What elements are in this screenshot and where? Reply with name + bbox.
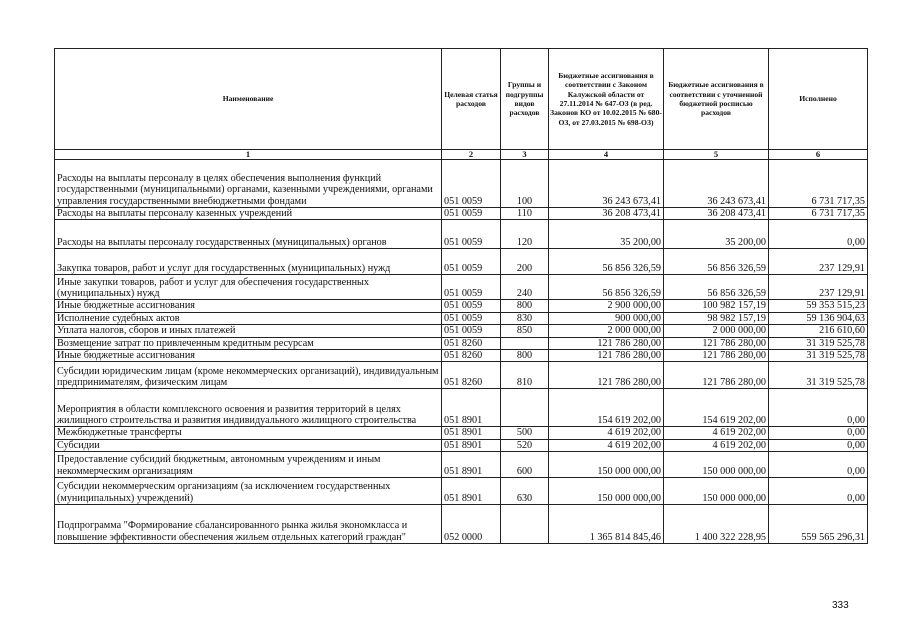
row-name: Субсидии: [55, 439, 442, 451]
row-refined-allocation: 36 243 673,41: [664, 160, 769, 208]
row-name: Возмещение затрат по привлеченным кредитным ресурсам: [55, 337, 442, 349]
row-name: Предоставление субсидий бюджетным, автономным учреждениям и иным некоммерческим организациям: [55, 452, 442, 478]
row-law-allocation: 900 000,00: [549, 312, 664, 324]
row-name: Расходы на выплаты персоналу государственных (муниципальных) органов: [55, 220, 442, 249]
row-name: Мероприятия в области комплексного освоения и развития территорий в целях жилищного строительства и развития индивидуального жилищного строительства: [55, 389, 442, 427]
row-expense-group: 850: [501, 325, 549, 337]
row-expense-group: 240: [501, 275, 549, 300]
table-row: [55, 208, 868, 220]
row-name: Закупка товаров, работ и услуг для государственных (муниципальных) нужд: [55, 249, 442, 275]
row-refined-allocation: 4 619 202,00: [664, 439, 769, 451]
header-expense-groups: Группы и подгруппы видов расходов: [501, 49, 549, 150]
column-number: 3: [501, 150, 549, 160]
column-number: 2: [442, 150, 501, 160]
row-law-allocation: 121 786 280,00: [549, 362, 664, 389]
row-expense-group: 630: [501, 478, 549, 505]
table-row: [55, 452, 868, 478]
row-target-code: 051 0059: [442, 275, 501, 300]
table-row: [55, 362, 868, 389]
row-expense-group: 800: [501, 350, 549, 362]
row-target-code: 051 0059: [442, 249, 501, 275]
row-name: Иные бюджетные ассигнования: [55, 350, 442, 362]
row-target-code: 052 0000: [442, 505, 501, 544]
table-row: [55, 478, 868, 505]
row-target-code: 051 8901: [442, 389, 501, 427]
row-law-allocation: 2 900 000,00: [549, 300, 664, 312]
header-name: Наименование: [55, 49, 442, 150]
header-row: [55, 49, 868, 150]
row-name: Уплата налогов, сборов и иных платежей: [55, 325, 442, 337]
table-row: [55, 300, 868, 312]
row-target-code: 051 0059: [442, 300, 501, 312]
row-expense-group: [501, 505, 549, 544]
row-executed: 59 353 515,23: [769, 300, 868, 312]
row-refined-allocation: 35 200,00: [664, 220, 769, 249]
column-number-row: [55, 150, 868, 160]
row-law-allocation: 36 208 473,41: [549, 208, 664, 220]
row-target-code: 051 0059: [442, 208, 501, 220]
row-refined-allocation: 56 856 326,59: [664, 275, 769, 300]
row-executed: 6 731 717,35: [769, 160, 868, 208]
table-row: [55, 505, 868, 544]
row-refined-allocation: 121 786 280,00: [664, 350, 769, 362]
row-expense-group: 200: [501, 249, 549, 275]
row-law-allocation: 1 365 814 845,46: [549, 505, 664, 544]
row-target-code: 051 0059: [442, 220, 501, 249]
header-refined-allocations: Бюджетные ассигнования в соответствии с уточненной бюджетной росписью расходов: [664, 49, 769, 150]
row-expense-group: 120: [501, 220, 549, 249]
row-executed: 216 610,60: [769, 325, 868, 337]
row-expense-group: 830: [501, 312, 549, 324]
column-number: 5: [664, 150, 769, 160]
row-refined-allocation: 4 619 202,00: [664, 427, 769, 439]
row-expense-group: 520: [501, 439, 549, 451]
table-row: [55, 389, 868, 427]
row-name: Исполнение судебных актов: [55, 312, 442, 324]
row-law-allocation: 150 000 000,00: [549, 452, 664, 478]
row-executed: 31 319 525,78: [769, 337, 868, 349]
column-number: 1: [55, 150, 442, 160]
row-refined-allocation: 98 982 157,19: [664, 312, 769, 324]
row-law-allocation: 56 856 326,59: [549, 275, 664, 300]
table-row: [55, 337, 868, 349]
row-law-allocation: 154 619 202,00: [549, 389, 664, 427]
header-executed: Исполнено: [769, 49, 868, 150]
row-executed: 0,00: [769, 452, 868, 478]
row-law-allocation: 2 000 000,00: [549, 325, 664, 337]
row-executed: 237 129,91: [769, 249, 868, 275]
row-target-code: 051 0059: [442, 325, 501, 337]
row-refined-allocation: 121 786 280,00: [664, 337, 769, 349]
row-expense-group: [501, 337, 549, 349]
row-refined-allocation: 150 000 000,00: [664, 452, 769, 478]
row-expense-group: 110: [501, 208, 549, 220]
row-refined-allocation: 150 000 000,00: [664, 478, 769, 505]
header-target-article: Целевая статья расходов: [442, 49, 501, 150]
row-law-allocation: 35 200,00: [549, 220, 664, 249]
row-target-code: 051 8260: [442, 337, 501, 349]
row-name: Межбюджетные трансферты: [55, 427, 442, 439]
row-executed: 59 136 904,63: [769, 312, 868, 324]
row-executed: 0,00: [769, 439, 868, 451]
row-target-code: 051 8260: [442, 362, 501, 389]
row-target-code: 051 8901: [442, 439, 501, 451]
row-executed: 31 319 525,78: [769, 362, 868, 389]
column-number: 6: [769, 150, 868, 160]
row-refined-allocation: 56 856 326,59: [664, 249, 769, 275]
row-expense-group: 500: [501, 427, 549, 439]
row-refined-allocation: 154 619 202,00: [664, 389, 769, 427]
row-law-allocation: 121 786 280,00: [549, 350, 664, 362]
row-law-allocation: 4 619 202,00: [549, 439, 664, 451]
row-law-allocation: 56 856 326,59: [549, 249, 664, 275]
row-executed: 0,00: [769, 427, 868, 439]
table-row: [55, 312, 868, 324]
table-row: [55, 439, 868, 451]
row-target-code: 051 8901: [442, 427, 501, 439]
table-row: [55, 160, 868, 208]
row-target-code: 051 8260: [442, 350, 501, 362]
row-refined-allocation: 1 400 322 228,95: [664, 505, 769, 544]
row-refined-allocation: 2 000 000,00: [664, 325, 769, 337]
row-expense-group: 100: [501, 160, 549, 208]
row-law-allocation: 36 243 673,41: [549, 160, 664, 208]
row-refined-allocation: 121 786 280,00: [664, 362, 769, 389]
table-row: [55, 350, 868, 362]
row-executed: 31 319 525,78: [769, 350, 868, 362]
table-row: [55, 220, 868, 249]
row-name: Иные бюджетные ассигнования: [55, 300, 442, 312]
table-row: [55, 427, 868, 439]
table-row: [55, 275, 868, 300]
budget-table: [54, 48, 868, 544]
row-executed: 559 565 296,31: [769, 505, 868, 544]
table-row: [55, 325, 868, 337]
row-expense-group: 810: [501, 362, 549, 389]
page-number: 333: [832, 600, 849, 611]
row-law-allocation: 150 000 000,00: [549, 478, 664, 505]
column-number: 4: [549, 150, 664, 160]
row-law-allocation: 121 786 280,00: [549, 337, 664, 349]
row-executed: 6 731 717,35: [769, 208, 868, 220]
table-row: [55, 249, 868, 275]
row-refined-allocation: 100 982 157,19: [664, 300, 769, 312]
row-executed: 237 129,91: [769, 275, 868, 300]
row-expense-group: 600: [501, 452, 549, 478]
row-name: Субсидии некоммерческим организациям (за исключением государственных (муниципальных) учреждений): [55, 478, 442, 505]
row-target-code: 051 0059: [442, 160, 501, 208]
row-target-code: 051 0059: [442, 312, 501, 324]
row-expense-group: [501, 389, 549, 427]
row-executed: 0,00: [769, 389, 868, 427]
row-target-code: 051 8901: [442, 478, 501, 505]
row-executed: 0,00: [769, 478, 868, 505]
row-executed: 0,00: [769, 220, 868, 249]
row-refined-allocation: 36 208 473,41: [664, 208, 769, 220]
row-name: Расходы на выплаты персоналу казенных учреждений: [55, 208, 442, 220]
row-expense-group: 800: [501, 300, 549, 312]
row-name: Иные закупки товаров, работ и услуг для обеспечения государственных (муниципальных) нужд: [55, 275, 442, 300]
header-law-allocations: Бюджетные ассигнования в соответствии с Законом Калужской области от 27.11.2014 № 647-ОЗ (в ред. Законов КО от 10.02.2015 № 680-ОЗ, от 27.03.2015 № 698-ОЗ): [549, 49, 664, 150]
row-target-code: 051 8901: [442, 452, 501, 478]
row-law-allocation: 4 619 202,00: [549, 427, 664, 439]
row-name: Подпрограмма "Формирование сбалансированного рынка жилья экономкласса и повышение эффективности обеспечения жильем отдельных категорий граждан": [55, 505, 442, 544]
row-name: Расходы на выплаты персоналу в целях обеспечения выполнения функций государственными (муниципальными) органами, казенными учреждениями, органами управления государственными внебюджетными фондами: [55, 160, 442, 208]
row-name: Субсидии юридическим лицам (кроме некоммерческих организаций), индивидуальным предпринимателям, физическим лицам: [55, 362, 442, 389]
